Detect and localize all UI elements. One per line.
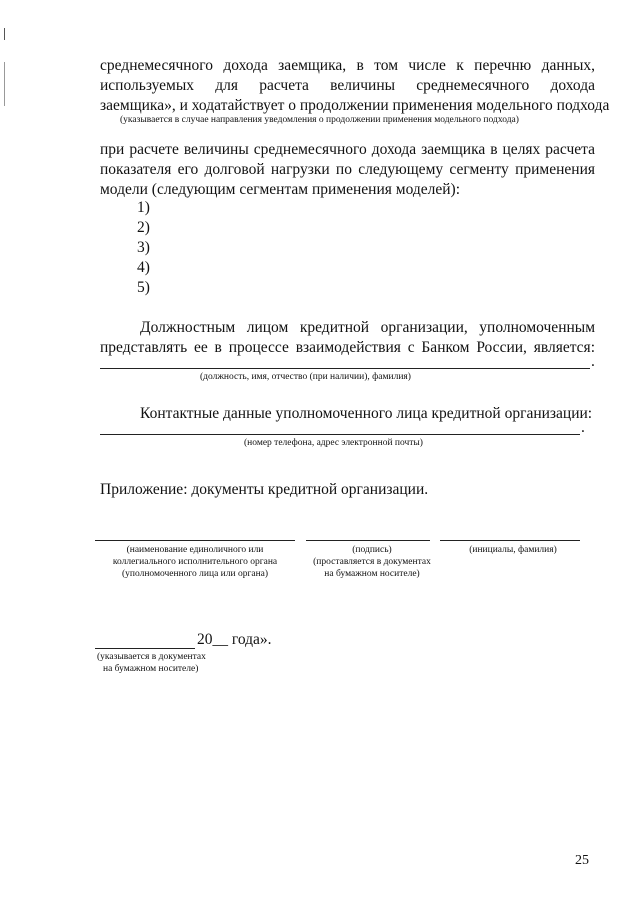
note-contact: (номер телефона, адрес электронной почты): [244, 438, 423, 448]
scan-edge-mark: [4, 28, 5, 40]
attachment-text: Приложение: документы кредитной организации.: [100, 481, 429, 498]
date-text: 20__ года».: [197, 631, 272, 648]
list-item: 4): [137, 259, 150, 276]
list-item: 1): [137, 199, 150, 216]
intro-paragraph: [100, 56, 610, 116]
sign-caption-initials: (инициалы, фамилия): [469, 545, 557, 555]
text-line: модели (следующим сегментам применения моделей):: [100, 181, 461, 198]
page-number: 25: [575, 853, 589, 868]
list-item: 5): [137, 279, 150, 296]
note-official: (должность, имя, отчество (при наличии), фамилия): [200, 372, 411, 382]
sign-line-signature: [306, 540, 430, 541]
text-line: представлять ее в процессе взаимодействия с Банком России, является:: [100, 339, 595, 356]
sign-line-initials: [440, 540, 580, 541]
text-line: показателя его долговой нагрузки по следующему сегменту применения: [100, 161, 595, 178]
note-continuation: (указывается в случае направления уведомления о продолжении применения модельного подхода): [120, 115, 519, 125]
text-line: Должностным лицом кредитной организации, уполномоченным: [140, 319, 595, 336]
line-period: .: [581, 419, 585, 436]
text-line: среднемесячного дохода заемщика, в том числе к перечню данных,: [100, 57, 595, 74]
fill-line-official: [100, 368, 590, 369]
sign-caption-signature: (подпись) (проставляется в документах на бумажном носителе): [313, 545, 431, 579]
official-paragraph: [100, 318, 595, 358]
sign-line-name: [95, 540, 295, 541]
fill-line-contact: [100, 434, 580, 435]
text-line: используемых для расчета величины среднемесячного дохода: [100, 77, 595, 94]
date-note: (указывается в документах на бумажном носителе): [97, 652, 206, 674]
contact-text: Контактные данные уполномоченного лица кредитной организации:: [140, 405, 593, 422]
list-item: 3): [137, 239, 150, 256]
date-line: [95, 648, 195, 649]
body-paragraph: [100, 140, 595, 200]
text-line: заемщика», и ходатайствует о продолжении применения модельного подхода: [100, 97, 610, 114]
sign-caption-name: (наименование единоличного или коллегиального исполнительного органа (уполномоченного лица или органа): [112, 545, 278, 579]
text-line: при расчете величины среднемесячного дохода заемщика в целях расчета: [100, 141, 595, 158]
scan-edge-mark: [4, 62, 5, 106]
line-period: .: [591, 353, 595, 370]
list-item: 2): [137, 219, 150, 236]
